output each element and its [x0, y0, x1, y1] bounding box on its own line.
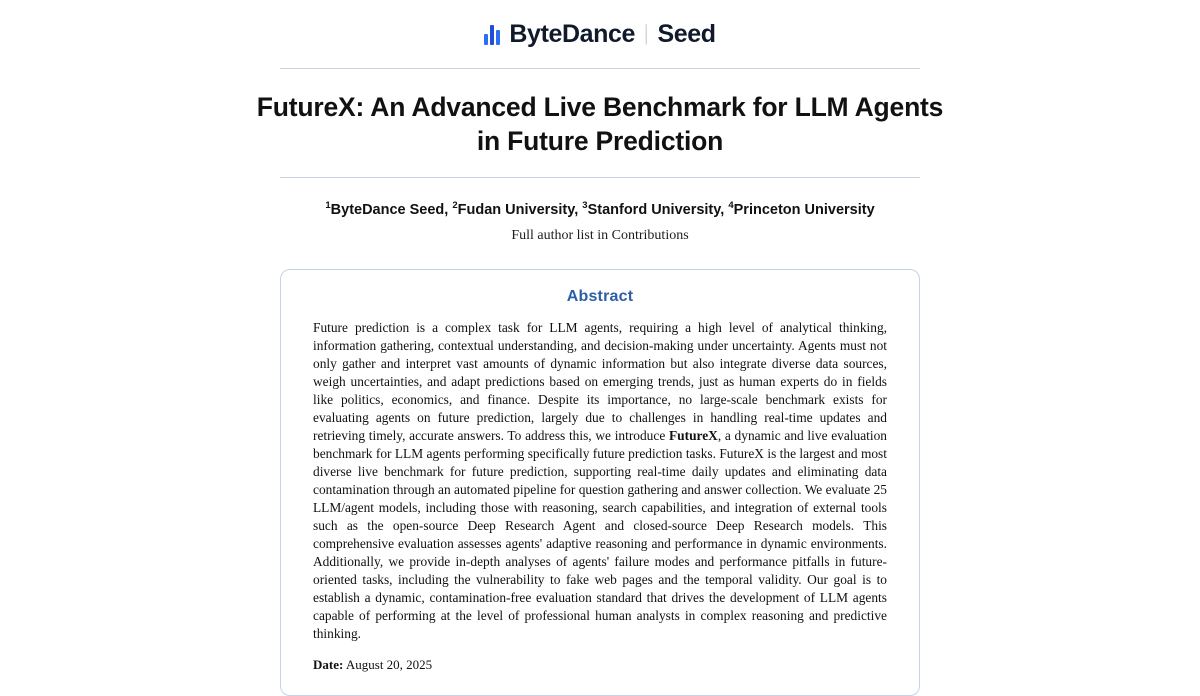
abstract-text-part-2: , a dynamic and live evaluation benchmark for LLM agents performing specifically future prediction tasks. FutureX is the largest and most diverse live benchmark for future prediction, supporting real-time daily updates and eliminating data contamination through an automated pipeline for question gathering and answer collection. We evaluate 25 LLM/agent models, including those with reasoning, search capabilities, and integration of external tools such as the open-source Deep Research Agent and closed-source Deep Research models. This comprehensive evaluation assesses agents' adaptive reasoning and performance in dynamic environments. Additionally, we provide in-depth analyses of agents' failure modes and performance pitfalls in future-oriented tasks, including the vulnerability to fake web pages and the temporal validity. Our goal is to establish a dynamic, contamination-free evaluation standard that drives the development of LLM agents capable of performing at the level of professional human analysts in complex reasoning and predictive thinking.: [313, 427, 887, 642]
affiliation-separator: ,: [720, 201, 729, 218]
date-line: [313, 657, 887, 673]
affiliation-separator: ,: [574, 201, 583, 218]
abstract-heading: Abstract: [566, 287, 634, 305]
divider-bottom: [280, 177, 920, 178]
affiliation-name: ByteDance Seed: [330, 201, 445, 218]
affiliation-marker: 4: [728, 199, 734, 211]
brand-logo: [0, 0, 1200, 56]
affiliations-line: [0, 200, 1200, 218]
date-label: Date:: [313, 657, 344, 673]
affiliation-marker: 1: [325, 199, 331, 211]
divider-top: [280, 68, 920, 69]
abstract-text-part-1: Future prediction is a complex task for LLM agents, requiring a high level of analytical thinking, information gathering, contextual understanding, and decision-making under uncertainty. Agents must not only gather and interpret vast amounts of dynamic information but also integrate diverse data sources, weigh uncertainties, and adapt predictions based on emerging trends, just as human experts do in fields like politics, economics, and finance. Despite its importance, no large-scale benchmark exists for evaluating agents on future prediction, largely due to challenges in handling real-time updates and retrieving timely, accurate answers. To address this, we introduce: [313, 319, 887, 443]
date-value: August 20, 2025: [345, 657, 433, 673]
abstract-card: [280, 269, 920, 696]
logo-divider: |: [644, 20, 649, 45]
affiliation-item: [582, 199, 721, 218]
logo-product-text: Seed: [657, 19, 716, 48]
page-title: FutureX: An Advanced Live Benchmark for LLM Agents in Future Prediction: [256, 92, 944, 156]
affiliation-item: [325, 199, 445, 218]
affiliation-name: Stanford University: [587, 201, 721, 218]
bar-chart-icon: [484, 23, 500, 45]
affiliation-name: Princeton University: [733, 201, 875, 218]
abstract-body: [313, 319, 887, 644]
affiliation-separator: ,: [444, 201, 453, 218]
abstract-highlight-term: FutureX: [668, 427, 718, 443]
affiliation-marker: 3: [582, 199, 588, 211]
affiliation-item: [728, 199, 875, 218]
affiliation-item: [452, 199, 575, 218]
logo-brand-text: ByteDance: [509, 19, 636, 48]
affiliation-marker: 2: [452, 199, 458, 211]
affiliation-name: Fudan University: [457, 201, 575, 218]
author-list-note: Full author list in Contributions: [511, 227, 689, 243]
